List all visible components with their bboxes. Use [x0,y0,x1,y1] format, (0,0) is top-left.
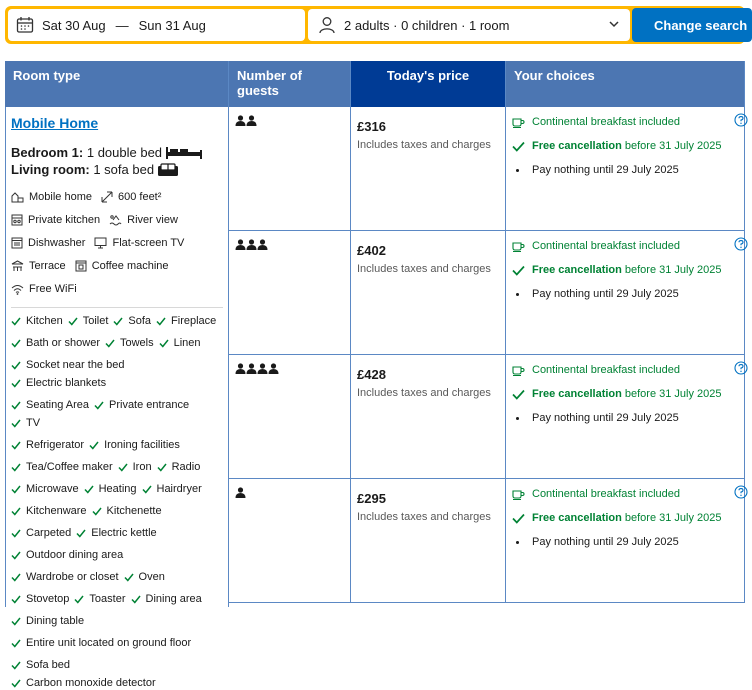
amenity-item: Iron [118,460,152,474]
guests-cell [229,107,351,231]
price-value: £428 [357,367,386,382]
bullet [516,169,519,172]
checkmark-icon [11,573,21,582]
bullet [516,293,519,296]
amenity-item: Seating Area [11,398,89,412]
breakfast-choice: Continental breakfast included [512,486,738,502]
amenity-item: Electric kettle [76,526,156,540]
amenity-item: Ironing facilities [89,438,180,452]
amenity-item: Sofa bed [11,658,70,672]
checkmark-icon [512,141,525,152]
guests-cell [229,355,351,479]
checkmark-icon [11,679,21,688]
amenity-item: Heating [84,482,137,496]
checkmark-icon [512,513,525,524]
checkmark-icon [131,595,141,604]
checkmark-icon [11,463,21,472]
checkmark-icon [124,573,134,582]
occupancy-selector[interactable] [308,9,630,41]
amenity-item: Carbon monoxide detector [11,676,156,690]
amenity-item: Tea/Coffee maker [11,460,113,474]
price-cell [351,355,506,479]
checkmark-icon [11,485,21,494]
checkmark-icon [11,379,21,388]
guest-icon [235,487,246,499]
price-value: £316 [357,119,386,134]
checkmark-icon [113,317,123,326]
feature-item: Mobile home [11,189,92,205]
choices-cell [506,231,745,355]
feature-item: Free WiFi [11,281,77,297]
checkmark-icon [94,401,104,410]
guest-icon [257,239,268,251]
guest-icon [246,363,257,375]
date-separator: — [115,17,129,33]
amenity-item: Electric blankets [11,376,106,390]
size-icon [101,191,113,203]
checkmark-icon [11,661,21,670]
amenity-item: Microwave [11,482,79,496]
amenity-item: Hairdryer [142,482,202,496]
feature-item: Flat-screen TV [94,235,184,251]
guest-icon [235,115,246,127]
date-picker[interactable] [8,9,305,41]
question-icon [734,113,748,127]
bedroom-value: 1 double bed [86,145,163,160]
checkmark-icon [11,441,21,450]
table-row [229,107,745,231]
checkmark-icon [11,617,21,626]
price-value: £402 [357,243,386,258]
feature-item: Coffee machine [75,258,169,274]
amenity-item: Socket near the bed [11,358,124,372]
guest-icon [268,363,279,375]
river-view-icon [109,214,122,226]
table-header [5,61,745,107]
tv-icon [94,237,107,249]
amenity-item: Radio [157,460,201,474]
checkmark-icon [11,507,21,516]
coffee-cup-icon [512,364,525,376]
price-value: £295 [357,491,386,506]
price-cell [351,231,506,355]
amenity-item: Oven [124,570,165,584]
payment-choice: Pay nothing until 29 July 2025 [512,286,738,302]
header-choices: Your choices [506,61,745,107]
header-guests: Number of guests [229,61,351,107]
amenity-item: Stovetop [11,592,69,606]
person-icon [318,16,336,34]
double-bed-icon [165,146,203,160]
amenity-item: TV [11,416,40,430]
guests-cell [229,231,351,355]
checkmark-icon [11,419,21,428]
guest-icon [257,363,268,375]
occupancy-text: 2 adults · 0 children · 1 room [344,17,510,33]
price-cell [351,107,506,231]
checkmark-icon [11,401,21,410]
price-note: Includes taxes and charges [357,387,491,399]
sofa-bed-icon [157,163,179,177]
feature-item: Private kitchen [11,212,100,228]
check-out-date: Sun 31 Aug [138,17,206,33]
info-button[interactable] [734,113,748,130]
breakfast-choice: Continental breakfast included [512,114,738,130]
cancellation-choice: Free cancellation before 31 July 2025 [512,138,738,154]
question-icon [734,361,748,375]
amenities-list [11,314,223,690]
checkmark-icon [142,485,152,494]
checkmark-icon [11,317,21,326]
amenity-item: Toilet [68,314,109,328]
amenity-item: Bath or shower [11,336,100,350]
table-row [229,231,745,355]
wifi-icon [11,283,24,295]
info-button[interactable] [734,485,748,502]
amenity-item: Sofa [113,314,151,328]
change-search-button[interactable]: Change search [632,8,752,42]
feature-item: Dishwasher [11,235,85,251]
dishwasher-icon [11,237,23,249]
checkmark-icon [68,317,78,326]
room-features [11,189,223,297]
search-bar [5,6,748,44]
checkmark-icon [11,639,21,648]
payment-choice: Pay nothing until 29 July 2025 [512,410,738,426]
choices-cell [506,479,745,603]
checkmark-icon [89,441,99,450]
amenity-item: Kitchenette [92,504,162,518]
coffee-cup-icon [512,116,525,128]
calendar-icon [16,16,34,34]
room-type-cell [5,107,229,689]
table-row [229,479,745,603]
amenity-item: Kitchen [11,314,63,328]
guest-icon [235,363,246,375]
divider [11,307,223,308]
guest-icon [246,115,257,127]
info-button[interactable] [734,361,748,378]
amenity-item: Wardrobe or closet [11,570,119,584]
amenity-item: Fireplace [156,314,216,328]
cancellation-choice: Free cancellation before 31 July 2025 [512,386,738,402]
amenity-item: Toaster [74,592,125,606]
checkmark-icon [11,361,21,370]
coffee-cup-icon [512,240,525,252]
header-room-type: Room type [5,61,229,107]
header-price: Today's price [351,61,506,107]
question-icon [734,237,748,251]
amenity-item: Outdoor dining area [11,548,123,562]
checkmark-icon [11,339,21,348]
breakfast-choice: Continental breakfast included [512,362,738,378]
guests-cell [229,479,351,603]
checkmark-icon [156,317,166,326]
living-room-label: Living room: [11,162,90,177]
bed-info [11,144,223,178]
checkmark-icon [11,529,21,538]
payment-choice: Pay nothing until 29 July 2025 [512,534,738,550]
coffee-machine-icon [75,260,87,272]
feature-item: 600 feet² [101,189,161,205]
amenity-item: Linen [159,336,201,350]
amenity-item: Dining area [131,592,202,606]
bullet [516,541,519,544]
mobile-home-icon [11,191,24,203]
cancellation-choice: Free cancellation before 31 July 2025 [512,510,738,526]
breakfast-choice: Continental breakfast included [512,238,738,254]
bullet [516,417,519,420]
checkmark-icon [92,507,102,516]
bedroom-label: Bedroom 1: [11,145,84,160]
price-note: Includes taxes and charges [357,139,491,151]
choices-cell [506,107,745,231]
coffee-cup-icon [512,488,525,500]
amenity-item: Entire unit located on ground floor [11,636,191,650]
checkmark-icon [512,265,525,276]
amenity-item: Kitchenware [11,504,87,518]
question-icon [734,485,748,499]
guest-icon [246,239,257,251]
checkmark-icon [512,389,525,400]
checkmark-icon [159,339,169,348]
checkmark-icon [11,595,21,604]
amenity-item: Carpeted [11,526,71,540]
guest-icon [235,239,246,251]
info-button[interactable] [734,237,748,254]
checkmark-icon [105,339,115,348]
table-row [229,355,745,479]
room-options [229,107,745,603]
price-note: Includes taxes and charges [357,263,491,275]
terrace-icon [11,260,24,272]
feature-item: River view [109,212,178,228]
price-cell [351,479,506,603]
amenity-item: Towels [105,336,154,350]
checkmark-icon [84,485,94,494]
living-room-value: 1 sofa bed [93,162,155,177]
kitchen-icon [11,214,23,226]
payment-choice: Pay nothing until 29 July 2025 [512,162,738,178]
room-name-link[interactable]: Mobile Home [11,115,99,131]
amenity-item: Refrigerator [11,438,84,452]
checkmark-icon [74,595,84,604]
choices-cell [506,355,745,479]
amenity-item: Private entrance [94,398,189,412]
checkmark-icon [11,551,21,560]
checkmark-icon [118,463,128,472]
feature-item: Terrace [11,258,66,274]
check-in-date: Sat 30 Aug [42,17,106,33]
price-note: Includes taxes and charges [357,511,491,523]
cancellation-choice: Free cancellation before 31 July 2025 [512,262,738,278]
checkmark-icon [76,529,86,538]
chevron-down-icon [608,18,620,30]
amenity-item: Dining table [11,614,84,628]
checkmark-icon [157,463,167,472]
